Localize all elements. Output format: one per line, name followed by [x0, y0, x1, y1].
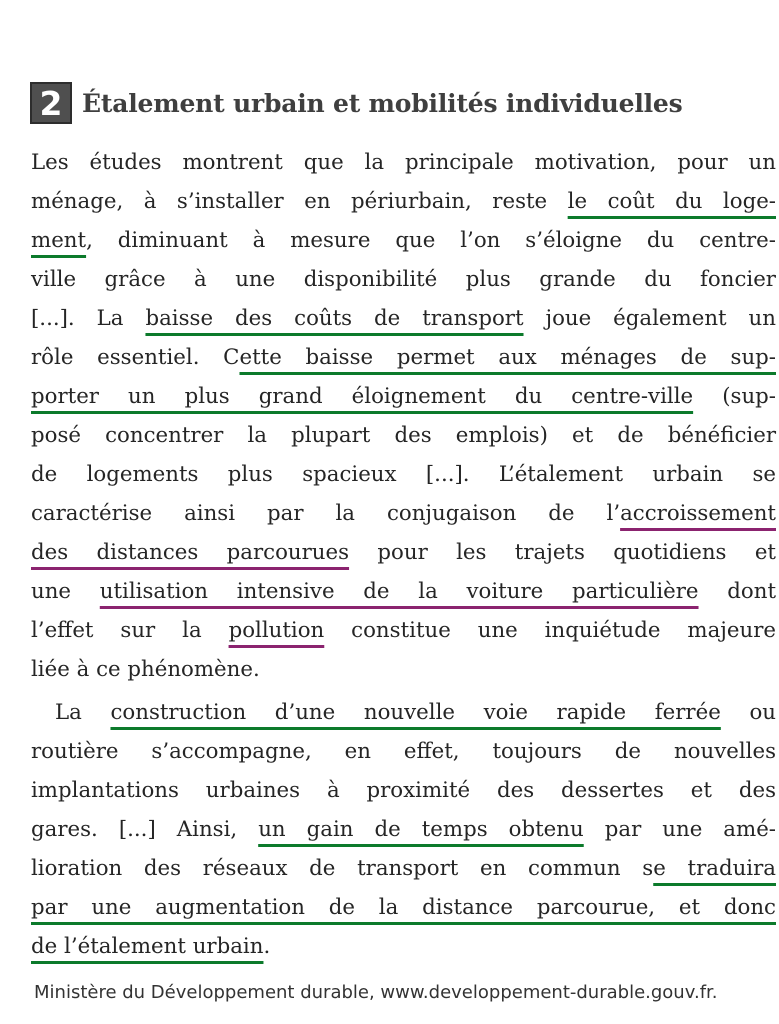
- text-segment: , diminuant à mesure que l’on s’éloigne du centre-: [86, 228, 776, 253]
- paragraph-1-line-13: [31, 611, 776, 650]
- paragraph-2-line-4: [31, 810, 776, 849]
- text-segment: .: [263, 934, 271, 959]
- green-underline-text: porter un plus grand éloignement du centre-ville: [31, 384, 694, 409]
- green-underline-text: e traduira: [653, 856, 776, 881]
- paragraph-2-line-6: par une augmentation de la distance parcourue, et donc: [31, 895, 776, 920]
- section-title: Étalement urbain et mobilités individuelles: [82, 88, 683, 118]
- green-underline-text: ment: [31, 228, 87, 253]
- paragraph-1-line-14: liée à ce phénomène.: [31, 657, 260, 682]
- purple-underline-text: utilisation intensive de la voiture particulière: [99, 579, 699, 604]
- paragraph-1-line-5: [31, 299, 776, 338]
- text-segment: La: [55, 700, 111, 725]
- paragraph-2-line-1: [31, 693, 776, 732]
- paragraph-1-line-3: [31, 221, 776, 260]
- text-segment: ménage, à s’installer en périurbain, reste: [31, 189, 568, 214]
- paragraph-2-line-7: [31, 927, 776, 966]
- green-underline-text: le coût du loge-: [567, 189, 776, 214]
- paragraph-1-line-4: ville grâce à une disponibilité plus grande du foncier: [31, 267, 776, 292]
- text-segment: (sup-: [693, 384, 776, 409]
- text-segment: lioration des réseaux de transport en commun s: [31, 856, 654, 881]
- green-underline-text: ette baisse permet aux ménages de sup-: [239, 345, 776, 370]
- text-segment: [...]. La: [31, 306, 146, 331]
- paragraph-1-line-12: [31, 572, 776, 611]
- paragraph-1-line-9: de logements plus spacieux [...]. L’étalement urbain se: [31, 462, 776, 487]
- text-segment: ou: [720, 700, 777, 725]
- text-segment: gares. [...] Ainsi,: [31, 817, 259, 842]
- paragraph-1-line-8: posé concentrer la plupart des emplois) et de bénéficier: [31, 423, 776, 448]
- text-segment: caractérise ainsi par la conjugaison de l’: [31, 501, 621, 526]
- paragraph-1-line-1: Les études montrent que la principale motivation, pour un: [31, 150, 776, 175]
- text-segment: par une amé-: [583, 817, 777, 842]
- section-heading: [30, 78, 770, 128]
- green-underline-text: un gain de temps obtenu: [258, 817, 584, 842]
- paragraph-1-line-10: [31, 494, 776, 533]
- text-segment: pour les trajets quotidiens et: [349, 540, 776, 565]
- paragraph-2-line-5: [31, 849, 776, 888]
- text-segment: rôle essentiel. C: [31, 345, 240, 370]
- text-segment: dont: [698, 579, 777, 604]
- section-number-badge: 2: [30, 82, 72, 124]
- paragraph-1-line-6: [31, 338, 776, 377]
- paragraph-1: [31, 143, 776, 689]
- text-segment: une: [31, 579, 100, 604]
- purple-underline-text: pollution: [228, 618, 325, 643]
- green-underline-text: construction d’une nouvelle voie rapide ferrée: [110, 700, 721, 725]
- purple-underline-text: des distances parcourues: [31, 540, 350, 565]
- text-segment: constitue une inquiétude majeure: [324, 618, 776, 643]
- source-citation: Ministère du Développement durable, www.developpement-durable.gouv.fr.: [34, 982, 718, 1003]
- green-underline-text: de l’étalement urbain: [31, 934, 264, 959]
- paragraph-2-line-2: routière s’accompagne, en effet, toujours de nouvelles: [31, 739, 776, 764]
- paragraph-2: [31, 693, 776, 966]
- paragraph-1-line-11: [31, 533, 776, 572]
- paragraph-1-line-7: [31, 377, 776, 416]
- purple-underline-text: accroissement: [620, 501, 776, 526]
- green-underline-text: baisse des coûts de transport: [145, 306, 524, 331]
- paragraph-2-line-3: implantations urbaines à proximité des dessertes et des: [31, 778, 776, 803]
- paragraph-1-line-2: [31, 182, 776, 221]
- text-segment: l’effet sur la: [31, 618, 229, 643]
- text-segment: joue également un: [523, 306, 776, 331]
